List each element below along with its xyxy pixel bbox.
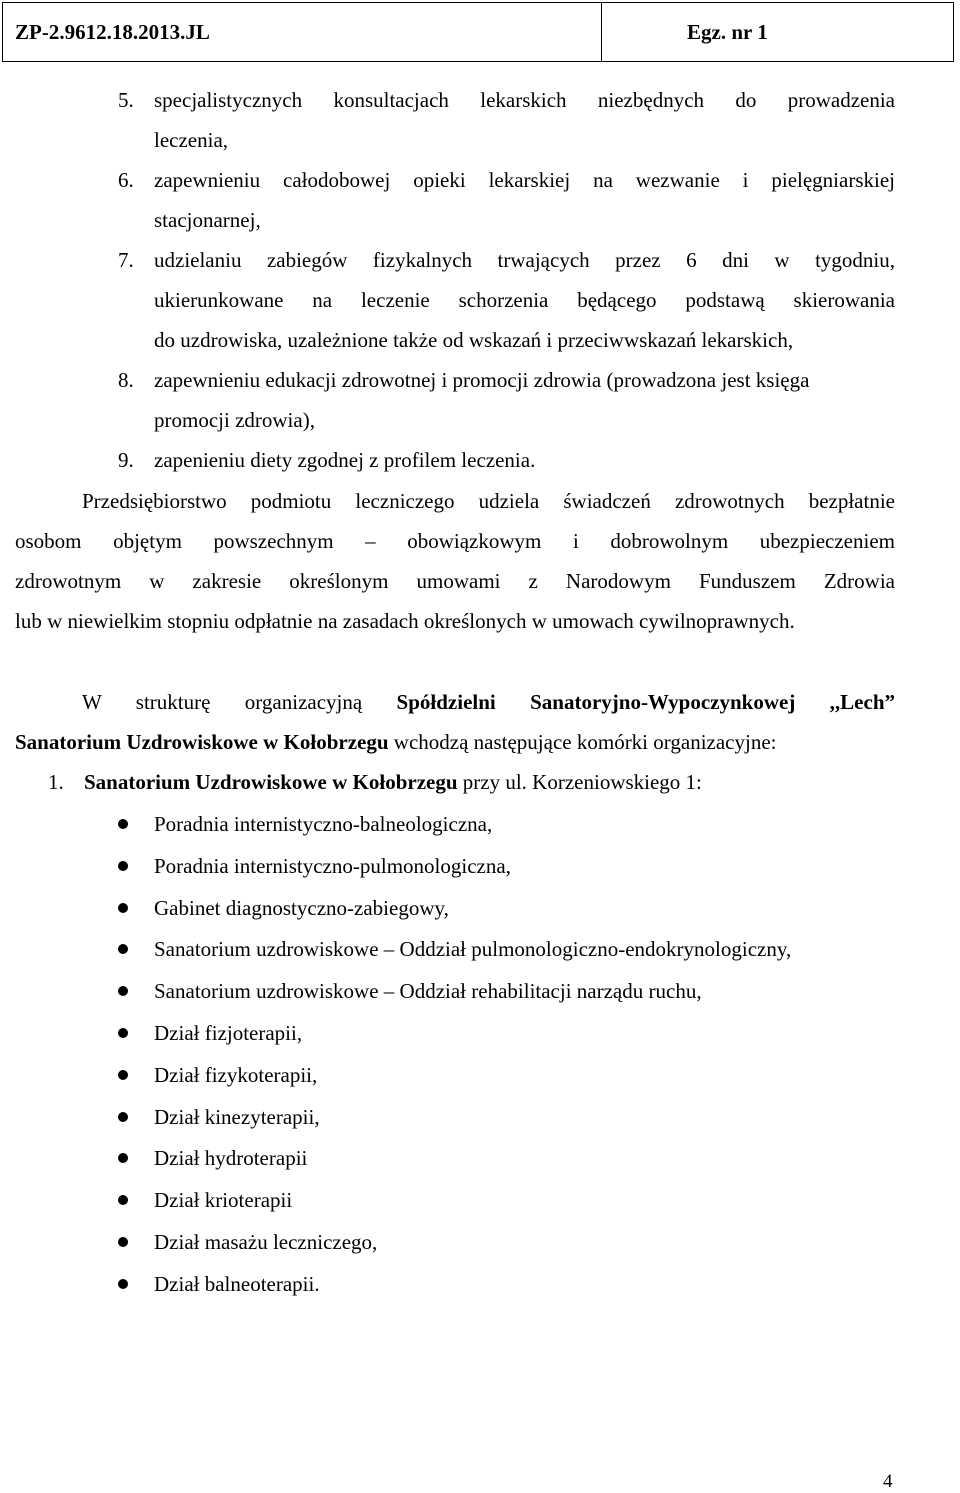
document-code: ZP-2.9612.18.2013.JL [15, 20, 210, 44]
sanatorium-name: Sanatorium Uzdrowiskowe w Kołobrzegu [15, 730, 389, 754]
list-item-7-line-2: ukierunkowane na leczenie schorzenia będącego podstawą skierowania [154, 288, 895, 312]
document-header [2, 2, 954, 62]
bullet-icon [118, 819, 128, 829]
bullet-icon [118, 986, 128, 996]
list-item: Dział fizjoterapii, [154, 1021, 303, 1045]
list-number-7: 7. [118, 248, 134, 272]
bullet-icon [118, 1153, 128, 1163]
copy-number: Egz. nr 1 [687, 20, 768, 44]
section-1-address: przy ul. Korzeniowskiego 1: [462, 770, 702, 794]
list-item: Dział balneoterapii. [154, 1272, 320, 1296]
header-divider [601, 3, 602, 61]
list-item-6-line-1: zapewnieniu całodobowej opieki lekarskiej na wezwanie i pielęgniarskiej [154, 168, 895, 192]
paragraph-1-line-3: zdrowotnym w zakresie określonym umowami z Narodowym Funduszem Zdrowia [15, 569, 895, 593]
list-item-7-line-3: do uzdrowiska, uzależnione także od wskazań i przeciwwskazań lekarskich, [154, 328, 794, 352]
list-item-5-line-2: leczenia, [154, 128, 229, 152]
list-item: Poradnia internistyczno-balneologiczna, [154, 812, 493, 836]
page-number: 4 [883, 1471, 893, 1492]
list-item: Dział hydroterapii [154, 1146, 308, 1170]
list-item-8-line-1: zapewnieniu edukacji zdrowotnej i promocji zdrowia (prowadzona jest księga [154, 368, 810, 392]
section-number-1: 1. [48, 770, 64, 794]
list-item: Dział kinezyterapii, [154, 1105, 320, 1129]
section-1-heading [84, 770, 702, 794]
bullet-icon [118, 1028, 128, 1038]
bullet-icon [118, 1112, 128, 1122]
list-number-5: 5. [118, 88, 134, 112]
bullet-icon [118, 903, 128, 913]
list-item: Gabinet diagnostyczno-zabiegowy, [154, 896, 449, 920]
list-item-8-line-2: promocji zdrowia), [154, 408, 315, 432]
paragraph-1-line-2: osobom objętym powszechnym – obowiązkowym i dobrowolnym ubezpieczeniem [15, 529, 895, 553]
list-number-8: 8. [118, 368, 134, 392]
bullet-icon [118, 1237, 128, 1247]
list-item: Poradnia internistyczno-pulmonologiczna, [154, 854, 511, 878]
paragraph-1-line-4: lub w niewielkim stopniu odpłatnie na zasadach określonych w umowach cywilnoprawnych. [15, 609, 795, 633]
bullet-icon [118, 1279, 128, 1289]
list-item-9-line-1: zapenieniu diety zgodnej z profilem leczenia. [154, 448, 536, 472]
paragraph-2-line-1 [82, 690, 895, 714]
paragraph-1-line-1: Przedsiębiorstwo podmiotu leczniczego udziela świadczeń zdrowotnych bezpłatnie [82, 489, 895, 513]
bullet-icon [118, 1070, 128, 1080]
list-item-6-line-2: stacjonarnej, [154, 208, 261, 232]
list-item: Dział krioterapii [154, 1188, 293, 1212]
bullet-icon [118, 1195, 128, 1205]
list-item: Sanatorium uzdrowiskowe – Oddział pulmonologiczno-endokrynologiczny, [154, 937, 792, 961]
bullet-icon [118, 861, 128, 871]
list-number-6: 6. [118, 168, 134, 192]
section-1-sanatorium: Sanatorium Uzdrowiskowe w Kołobrzegu [84, 770, 458, 794]
cooperative-name: Spółdzielni Sanatoryjno-Wypoczynkowej ,,Lech” [396, 690, 895, 714]
bullet-icon [118, 944, 128, 954]
paragraph-2-line-2 [15, 730, 777, 754]
list-item-7-line-1: udzielaniu zabiegów fizykalnych trwających przez 6 dni w tygodniu, [154, 248, 895, 272]
list-item-5-line-1: specjalistycznych konsultacjach lekarskich niezbędnych do prowadzenia [154, 88, 895, 112]
list-number-9: 9. [118, 448, 134, 472]
list-item: Dział fizykoterapii, [154, 1063, 318, 1087]
paragraph-2-rest: wchodzą następujące komórki organizacyjne: [393, 730, 777, 754]
list-item: Dział masażu leczniczego, [154, 1230, 378, 1254]
paragraph-2-intro: W strukturę organizacyjną [82, 690, 363, 714]
list-item: Sanatorium uzdrowiskowe – Oddział rehabilitacji narządu ruchu, [154, 979, 702, 1003]
